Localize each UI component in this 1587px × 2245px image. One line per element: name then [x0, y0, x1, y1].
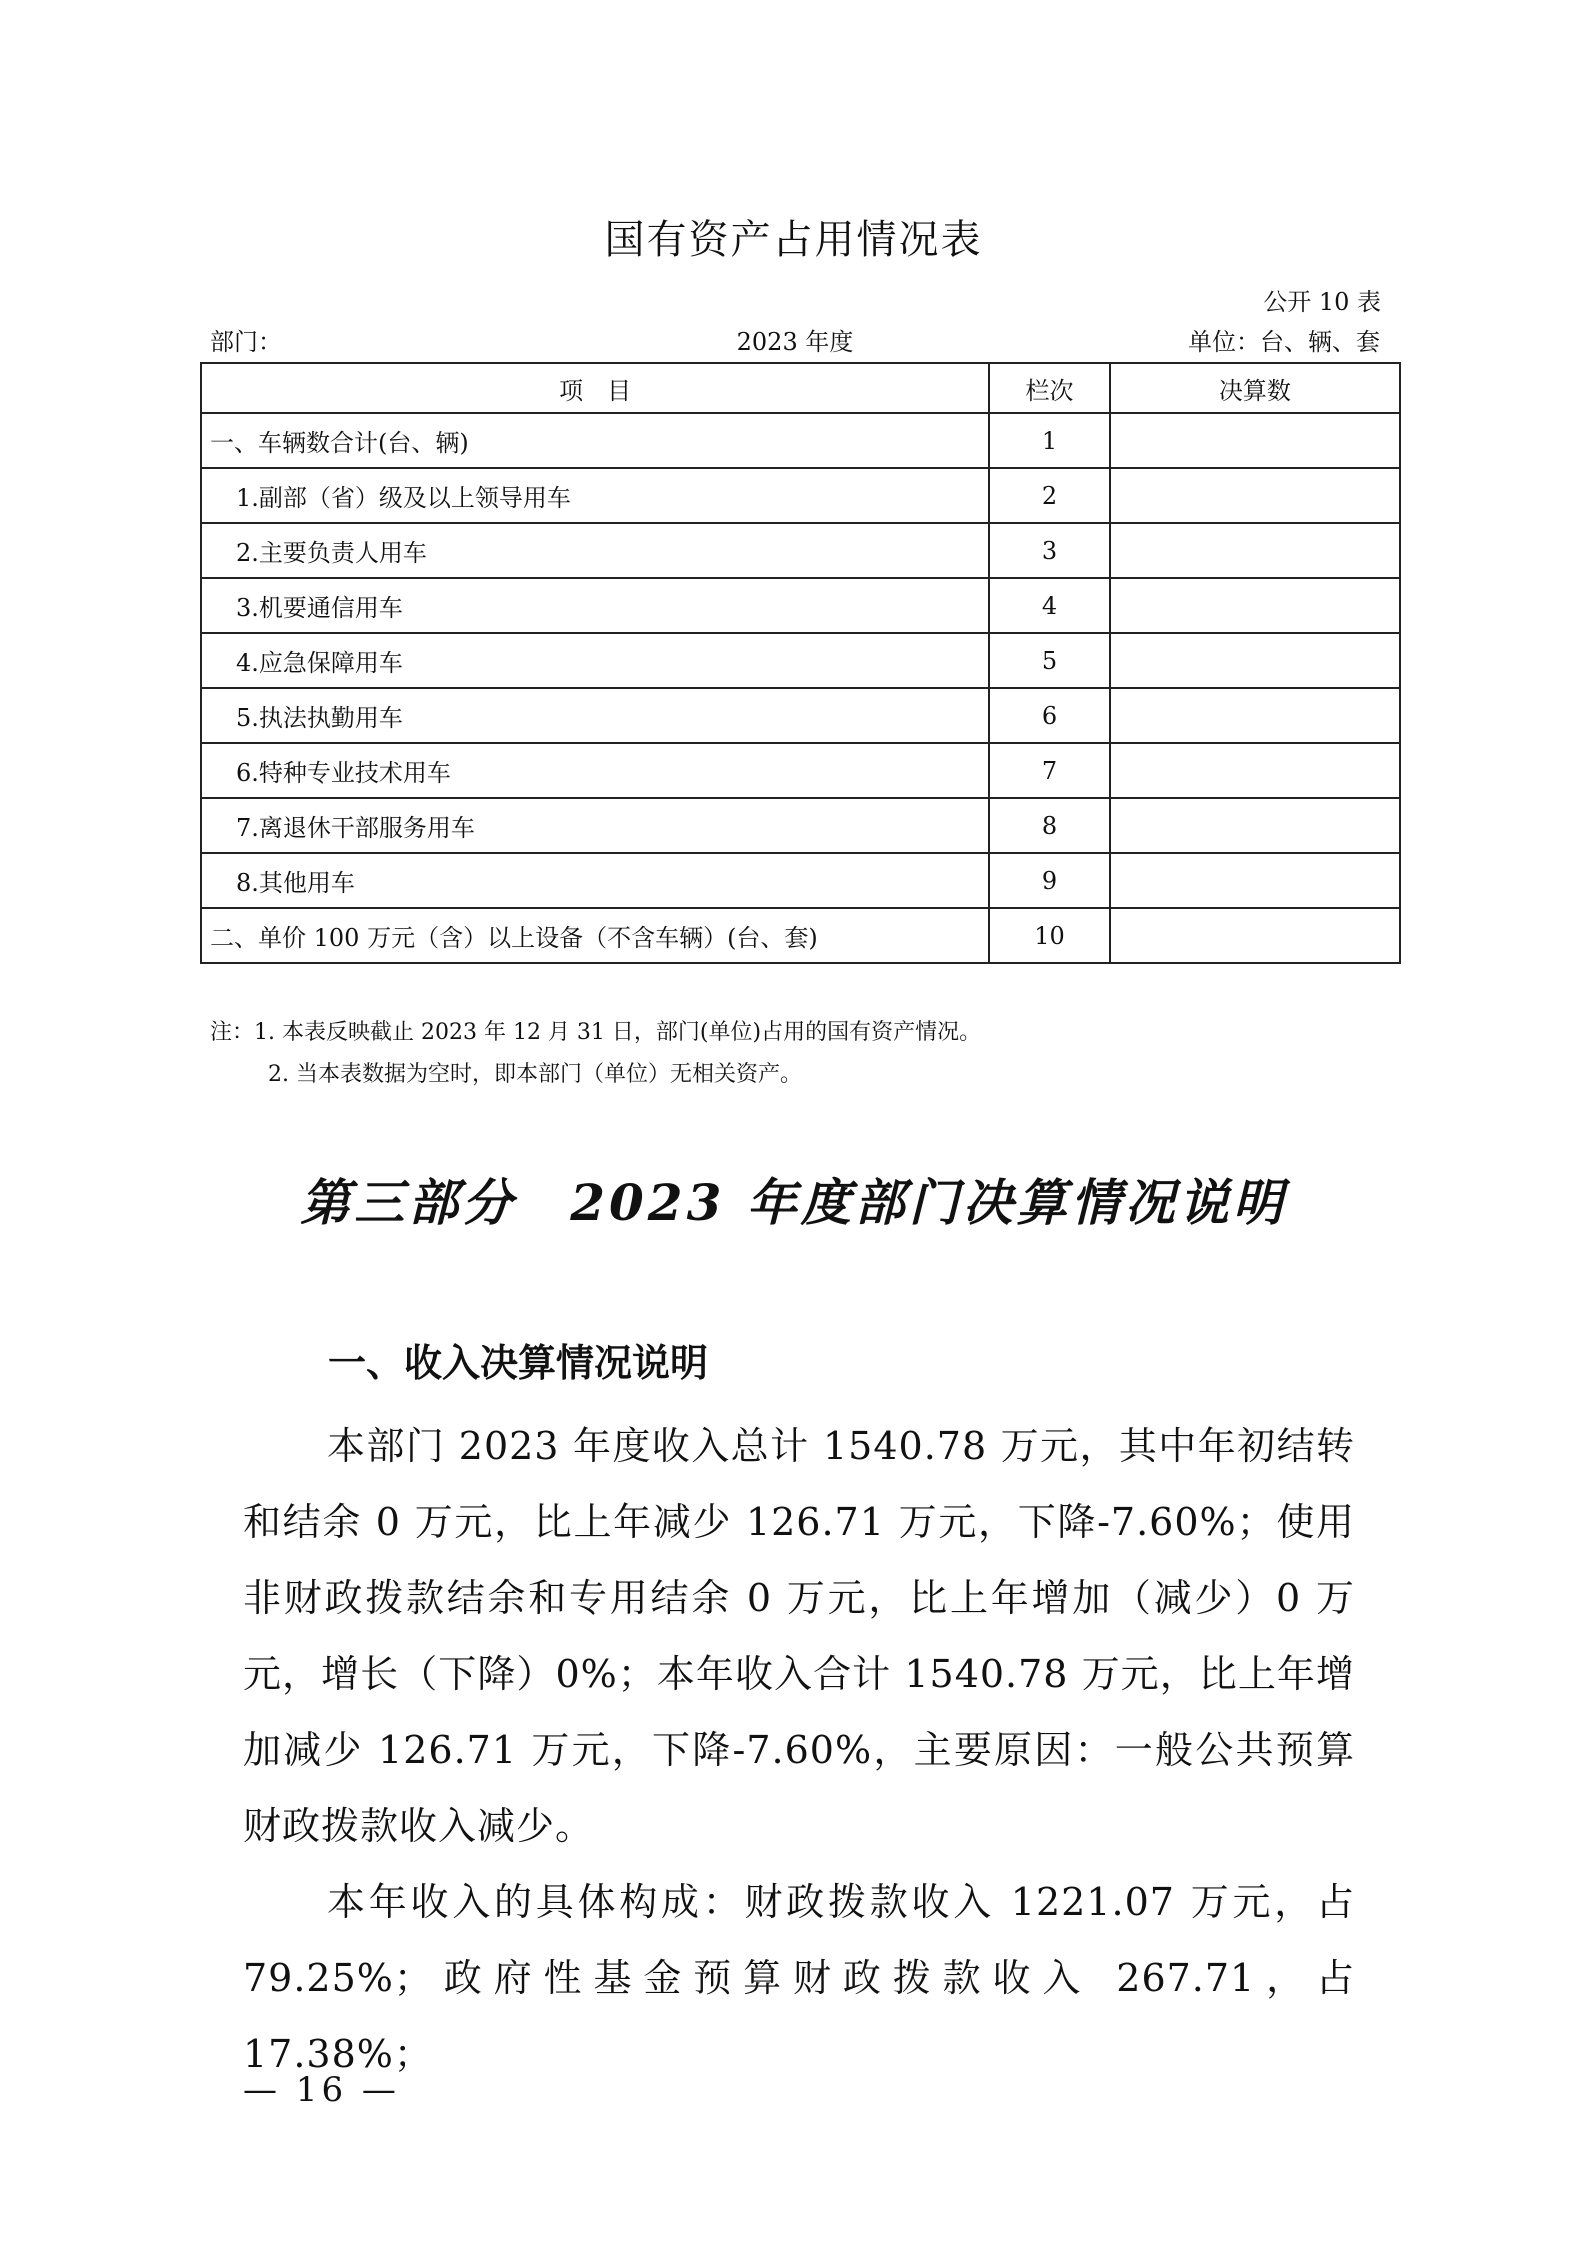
row-item: 5.执法执勤用车 — [201, 688, 989, 743]
row-item: 8.其他用车 — [201, 853, 989, 908]
row-value — [1110, 523, 1400, 578]
assets-table — [200, 362, 1401, 964]
row-column-no: 2 — [989, 468, 1109, 523]
table-title: 国有资产占用情况表 — [604, 217, 983, 263]
row-column-no: 7 — [989, 743, 1109, 798]
note-line-2: 2. 当本表数据为空时，即本部门（单位）无相关资产。 — [268, 1062, 802, 1087]
row-value — [1110, 908, 1400, 963]
row-column-no: 1 — [989, 413, 1109, 468]
row-column-no: 9 — [989, 853, 1109, 908]
form-number: 公开 10 表 — [1263, 288, 1381, 316]
table-row — [201, 633, 1400, 688]
row-item: 2.主要负责人用车 — [201, 523, 989, 578]
row-value — [1110, 688, 1400, 743]
table-row — [201, 853, 1400, 908]
table-notes — [210, 1012, 981, 1096]
table-row — [201, 413, 1400, 468]
row-item: 1.副部（省）级及以上领导用车 — [201, 468, 989, 523]
year-label: 2023 年度 — [736, 328, 854, 356]
row-column-no: 8 — [989, 798, 1109, 853]
table-row — [201, 743, 1400, 798]
row-column-no: 6 — [989, 688, 1109, 743]
header-final-amount: 决算数 — [1110, 363, 1400, 413]
page-number: — 16 — — [243, 2070, 400, 2110]
row-value — [1110, 578, 1400, 633]
row-value — [1110, 468, 1400, 523]
paragraph: 本部门 2023 年度收入总计 1540.78 万元，其中年初结转和结余 0 万元，比上年减少 126.71 万元，下降-7.60%；使用非财政拨款结余和专用结余 0 万元，比上年增加（减少）0 万元，增长（下降）0%；本年收入合计 1540.78 万元，比上年增加减少 126.71 万元，下降-7.60%，主要原因：一般公共预算财政拨款收入减少。 — [243, 1424, 1355, 1848]
department-label: 部门： — [210, 328, 282, 356]
table-row — [201, 523, 1400, 578]
note-line-1: 注：1. 本表反映截止 2023 年 12 月 31 日，部门(单位)占用的国有资产情况。 — [210, 1020, 982, 1045]
row-item: 7.离退休干部服务用车 — [201, 798, 989, 853]
section-heading: 一、收入决算情况说明 — [328, 1341, 709, 1385]
row-value — [1110, 853, 1400, 908]
row-column-no: 5 — [989, 633, 1109, 688]
row-value — [1110, 743, 1400, 798]
header-item: 项 目 — [201, 363, 989, 413]
row-item: 3.机要通信用车 — [201, 578, 989, 633]
table-row — [201, 468, 1400, 523]
part-title: 第三部分 2023 年度部门决算情况说明 — [300, 1173, 1287, 1232]
table-row — [201, 578, 1400, 633]
table-row — [201, 908, 1400, 963]
table-row — [201, 798, 1400, 853]
row-value — [1110, 633, 1400, 688]
table-meta-row — [210, 322, 1380, 356]
body-text — [243, 1408, 1355, 2092]
row-value — [1110, 798, 1400, 853]
unit-label: 单位：台、辆、套 — [1188, 328, 1380, 356]
paragraph: 本年收入的具体构成：财政拨款收入 1221.07 万元，占 79.25%；政府性基金预算财政拨款收入 267.71，占 17.38%； — [243, 1880, 1355, 2076]
row-column-no: 4 — [989, 578, 1109, 633]
row-item: 6.特种专业技术用车 — [201, 743, 989, 798]
row-column-no: 3 — [989, 523, 1109, 578]
table-header-row — [201, 363, 1400, 413]
row-item: 一、车辆数合计(台、辆) — [201, 413, 989, 468]
row-item: 二、单价 100 万元（含）以上设备（不含车辆）(台、套) — [201, 908, 989, 963]
header-column-no: 栏次 — [989, 363, 1109, 413]
table-row — [201, 688, 1400, 743]
row-column-no: 10 — [989, 908, 1109, 963]
row-value — [1110, 413, 1400, 468]
row-item: 4.应急保障用车 — [201, 633, 989, 688]
